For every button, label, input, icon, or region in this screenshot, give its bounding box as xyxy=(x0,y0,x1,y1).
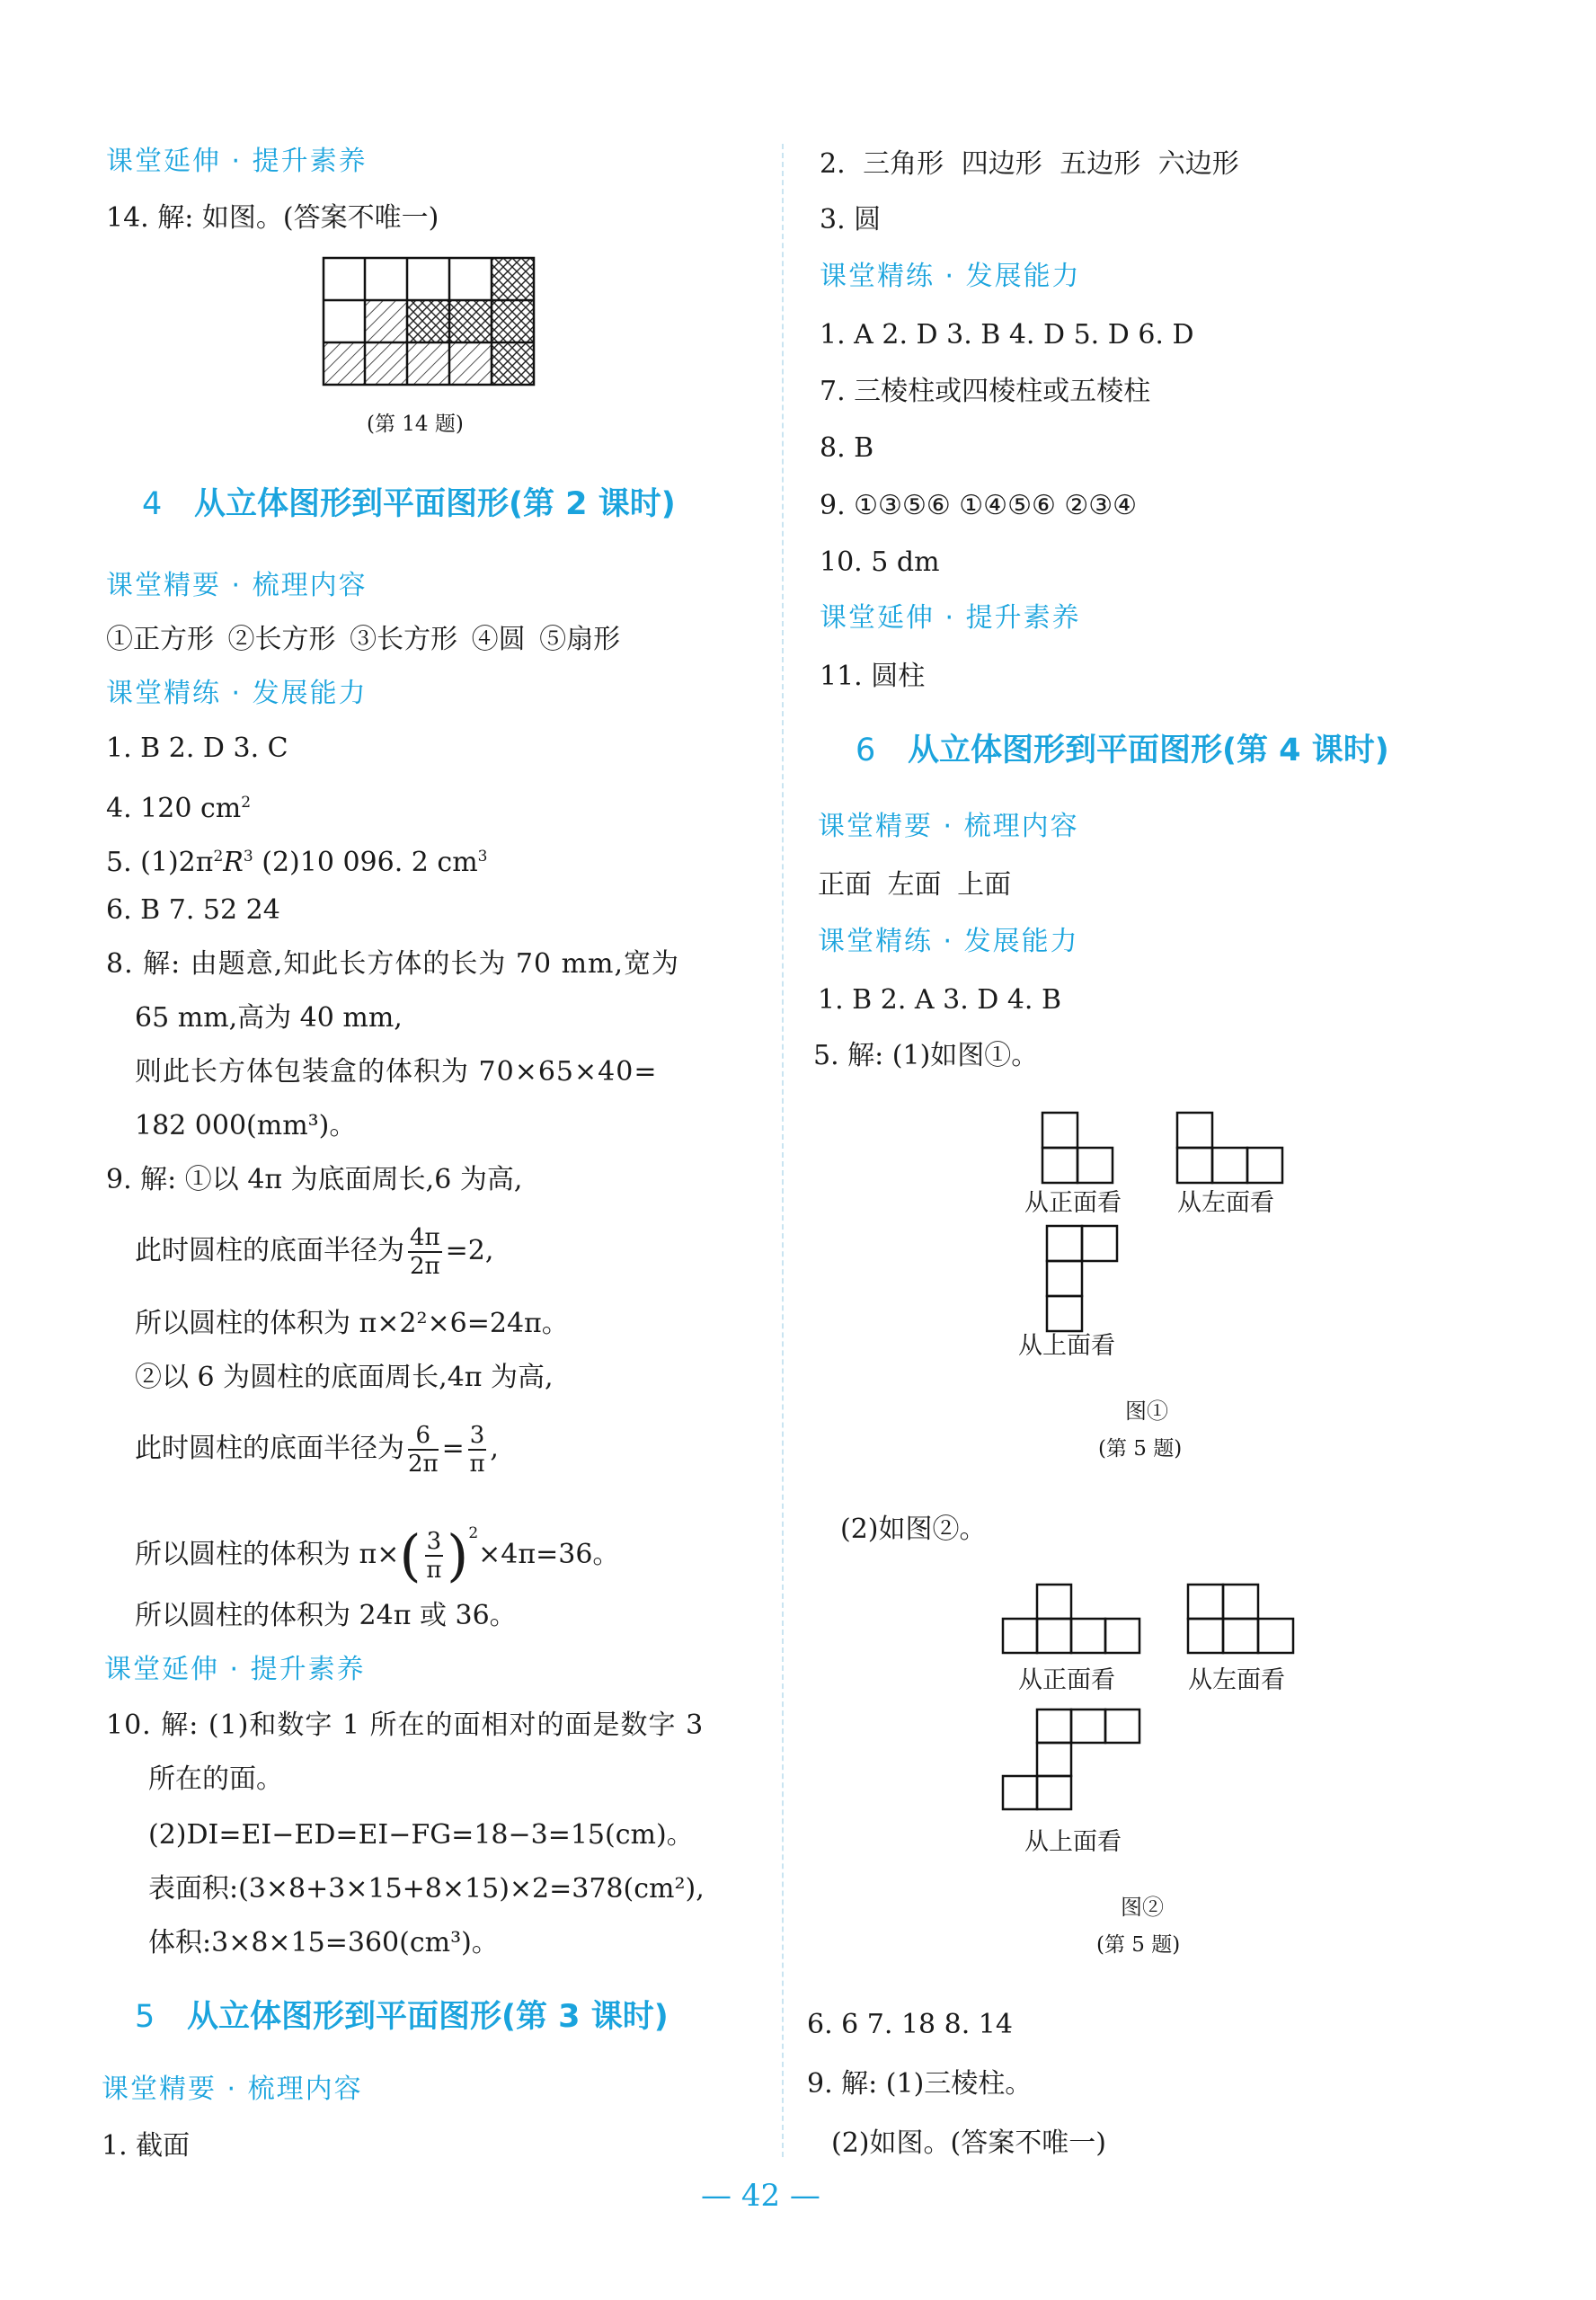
denominator: 2π xyxy=(410,1253,440,1280)
q5-part-c: (2)10 096. 2 cm xyxy=(253,847,478,878)
q5-part-b: R xyxy=(223,847,244,878)
answer-line: 8. B xyxy=(820,432,874,464)
figure1-left-view xyxy=(1177,1113,1282,1183)
lesson-number: 6 xyxy=(856,733,876,768)
q9-l5-pre: 此时圆柱的底面半径为 xyxy=(135,1433,404,1464)
q5-part-a: 5. (1)2π xyxy=(106,847,214,878)
answer-line: ①正方形 ②长方形 ③长方形 ④圆 ⑤扇形 xyxy=(106,624,621,655)
section-heading: 课堂延伸 · 提升素养 xyxy=(106,146,368,177)
answer-q8-line4: 182 000(mm³)。 xyxy=(135,1110,357,1141)
lesson-number: 4 xyxy=(142,486,163,522)
figure2-left-view xyxy=(1188,1585,1293,1653)
q9-l2-pre: 此时圆柱的底面半径为 xyxy=(135,1235,404,1266)
q9-l6-post: ×4π=36。 xyxy=(478,1539,620,1570)
answer-line: 3. 圆 xyxy=(820,204,882,235)
q9-l2-post: =2, xyxy=(445,1235,494,1266)
answer-q4 xyxy=(106,785,251,827)
q5-exponent-2: 3 xyxy=(243,848,253,866)
lesson-title: 从立体图形到平面图形(第 4 课时) xyxy=(908,733,1389,768)
figure-caption: (第 5 题) xyxy=(1098,1437,1183,1461)
answer-q9-line6 xyxy=(135,1515,620,1588)
answer-q9-line5: 此时圆柱的底面半径为 $\frac{6}{2\pi}$ = $\frac{3}{\pi}$ , xyxy=(135,1422,499,1478)
section-heading: 课堂延伸 · 提升素养 xyxy=(820,602,1081,634)
answer-line: 2. 三角形 四边形 五边形 六边形 xyxy=(820,148,1239,180)
section-heading: 课堂精要 · 梳理内容 xyxy=(818,811,1079,842)
answer-q5 xyxy=(106,839,488,881)
page-number-dash-left: — xyxy=(701,2178,741,2214)
answer-line: 7. 三棱柱或四棱柱或五棱柱 xyxy=(820,376,1151,407)
answer-q9-line2 xyxy=(135,1224,493,1280)
answer-q8-line1: 8. 解: 由题意,知此长方体的长为 70 mm,宽为 xyxy=(106,948,680,980)
q9-l5-post: , xyxy=(490,1433,499,1464)
figure-caption: (第 5 题) xyxy=(1096,1933,1181,1957)
numerator: 3 xyxy=(426,1528,442,1555)
answer-line: 1. A 2. D 3. B 4. D 5. D 6. D xyxy=(820,319,1194,351)
numerator: 4π xyxy=(410,1224,440,1251)
answer-q5-part1: 5. 解: (1)如图①。 xyxy=(813,1040,1039,1071)
denominator: π xyxy=(426,1557,442,1584)
section-heading: 课堂精练 · 发展能力 xyxy=(106,678,368,709)
lesson-title: 从立体图形到平面图形(第 2 课时) xyxy=(194,486,676,522)
answer-q9-part2: (2)如图。(答案不唯一) xyxy=(831,2127,1106,2159)
answer-line: 10. 5 dm xyxy=(820,546,940,578)
answer-line: 6. 6 7. 18 8. 14 xyxy=(807,2009,1013,2040)
view-label: 从上面看 xyxy=(1018,1332,1115,1360)
answer-q5-part2: (2)如图②。 xyxy=(840,1514,987,1545)
figure-label: 图① xyxy=(1125,1399,1168,1424)
answer-q9-line3: 所以圆柱的体积为 π×2²×6=24π。 xyxy=(135,1308,569,1339)
answer-q10-line5: 体积:3×8×15=360(cm³)。 xyxy=(148,1927,499,1958)
fraction xyxy=(408,1422,439,1478)
left-paren: ( xyxy=(399,1523,421,1588)
fraction xyxy=(468,1422,487,1478)
figure1-front-view xyxy=(1042,1113,1113,1183)
section-heading: 课堂精要 · 梳理内容 xyxy=(106,570,368,601)
section-heading: 课堂精要 · 梳理内容 xyxy=(102,2074,363,2105)
column-divider xyxy=(782,144,784,2157)
answer-line: 9. ①③⑤⑥ ①④⑤⑥ ②③④ xyxy=(820,490,1138,521)
fraction xyxy=(408,1224,442,1280)
section-heading: 课堂精练 · 发展能力 xyxy=(818,926,1079,957)
answer-line: 1. B 2. D 3. C xyxy=(106,733,288,764)
answer-q9-part1: 9. 解: (1)三棱柱。 xyxy=(807,2068,1033,2100)
answer-q8-line3: 则此长方体包装盒的体积为 70×65×40= xyxy=(135,1056,658,1088)
denominator: 2π xyxy=(408,1451,439,1478)
numerator: 6 xyxy=(408,1422,439,1451)
figure2-front-view xyxy=(1003,1585,1139,1653)
view-label: 从正面看 xyxy=(1024,1189,1122,1217)
figure-label: 图② xyxy=(1121,1895,1164,1920)
page-number xyxy=(701,2178,820,2214)
q9-l6-exponent: 2 xyxy=(468,1524,479,1542)
right-paren: ) xyxy=(447,1523,469,1588)
denominator: π xyxy=(469,1451,485,1478)
answer-line: 11. 圆柱 xyxy=(820,661,926,692)
page-number-dash-right: — xyxy=(780,2178,820,2214)
figure-14-grid xyxy=(324,258,534,385)
figure2-top-view xyxy=(1003,1709,1139,1809)
numerator: 3 xyxy=(469,1422,485,1449)
figure1-top-view xyxy=(1047,1226,1117,1331)
view-label: 从左面看 xyxy=(1188,1666,1285,1694)
answer-q10-line1: 10. 解: (1)和数字 1 所在的面相对的面是数字 3 xyxy=(106,1709,705,1741)
answer-q10-line4: 表面积:(3×8+3×15+8×15)×2=378(cm²), xyxy=(148,1873,705,1905)
answer-line: 6. B 7. 52 24 xyxy=(106,894,280,926)
q5-exponent-3: 3 xyxy=(477,848,488,866)
section-heading: 课堂精练 · 发展能力 xyxy=(820,261,1081,292)
lesson-title: 从立体图形到平面图形(第 3 课时) xyxy=(187,1999,669,2035)
answer-line: 1. B 2. A 3. D 4. B xyxy=(818,984,1062,1016)
section-heading: 课堂延伸 · 提升素养 xyxy=(104,1654,366,1685)
q9-l6-pre: 所以圆柱的体积为 π× xyxy=(135,1539,400,1570)
answer-q14: 14. 解: 如图。(答案不唯一) xyxy=(106,202,439,234)
answer-line: 1. 截面 xyxy=(102,2130,191,2162)
view-label: 从上面看 xyxy=(1024,1828,1122,1856)
answer-q8-line2: 65 mm,高为 40 mm, xyxy=(135,1002,403,1034)
view-label: 从正面看 xyxy=(1018,1666,1115,1694)
answer-q9-line1: 9. 解: ①以 4π 为底面周长,6 为高, xyxy=(106,1164,523,1195)
lesson-number: 5 xyxy=(135,1999,155,2035)
answer-q10-line2: 所在的面。 xyxy=(148,1763,283,1795)
view-label: 从左面看 xyxy=(1177,1189,1274,1217)
fraction xyxy=(425,1528,444,1584)
answer-q9-line7: 所以圆柱的体积为 24π 或 36。 xyxy=(135,1600,517,1631)
page-number-value: 42 xyxy=(740,2178,781,2214)
q5-exponent-1: 2 xyxy=(213,848,224,866)
answer-line: 正面 左面 上面 xyxy=(818,869,1012,901)
q4-text: 4. 120 cm xyxy=(106,793,242,824)
figure-caption: (第 14 题) xyxy=(367,413,464,436)
answer-q9-line4: ②以 6 为圆柱的底面周长,4π 为高, xyxy=(135,1362,554,1393)
q4-exponent: 2 xyxy=(241,794,252,812)
answer-q10-line3: (2)DI=EI−ED=EI−FG=18−3=15(cm)。 xyxy=(148,1819,694,1851)
